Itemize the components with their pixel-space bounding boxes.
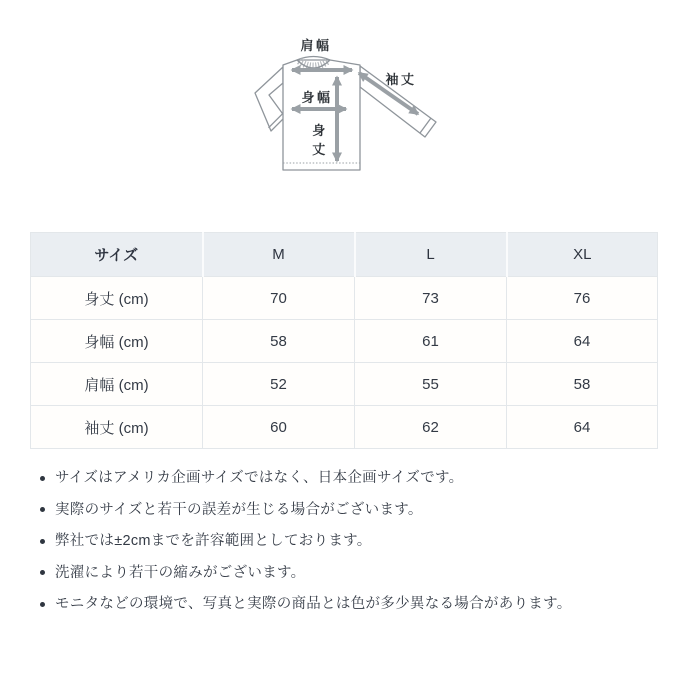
table-row-sleeve-length — [31, 406, 658, 449]
row-label-body-width: 身幅 (cm) — [31, 320, 203, 363]
sleeve-length-label: 袖丈 — [385, 72, 417, 87]
table-row-body-width — [31, 320, 658, 363]
cell-sleeve-length-xl: 64 — [507, 406, 658, 449]
shirt-measurement-diagram — [245, 35, 450, 177]
note-item-allowable-range: 弊社では±2cmまでを許容範囲としております。 — [38, 531, 648, 551]
note-item-size-tolerance: 実際のサイズと若干の誤差が生じる場合がございます。 — [38, 500, 648, 520]
cell-shoulder-width-m: 52 — [203, 363, 355, 406]
size-table-header-row — [31, 233, 658, 277]
cell-body-length-xl: 76 — [507, 277, 658, 320]
body-length-label-char1: 身 — [312, 123, 328, 138]
cell-body-length-l: 73 — [355, 277, 507, 320]
row-label-body-length: 身丈 (cm) — [31, 277, 203, 320]
cell-body-width-xl: 64 — [507, 320, 658, 363]
note-item-color-difference: モニタなどの環境で、写真と実際の商品とは色が多少異なる場合があります。 — [38, 594, 648, 614]
header-m: M — [203, 233, 355, 277]
cell-shoulder-width-xl: 58 — [507, 363, 658, 406]
cell-sleeve-length-l: 62 — [355, 406, 507, 449]
row-label-sleeve-length: 袖丈 (cm) — [31, 406, 203, 449]
cell-shoulder-width-l: 55 — [355, 363, 507, 406]
body-width-label: 身幅 — [301, 90, 333, 105]
cell-body-width-m: 58 — [203, 320, 355, 363]
notes-list — [38, 468, 648, 626]
table-row-body-length — [31, 277, 658, 320]
row-label-shoulder-width: 肩幅 (cm) — [31, 363, 203, 406]
note-item-shrinkage: 洗濯により若干の縮みがございます。 — [38, 563, 648, 583]
size-table — [30, 232, 658, 449]
cell-sleeve-length-m: 60 — [203, 406, 355, 449]
header-xl: XL — [507, 233, 658, 277]
header-l: L — [355, 233, 507, 277]
cell-body-width-l: 61 — [355, 320, 507, 363]
left-sleeve — [255, 67, 285, 131]
body-length-label-char2: 丈 — [312, 142, 328, 157]
shoulder-width-label: 肩幅 — [300, 38, 332, 53]
note-item-sizing-standard: サイズはアメリカ企画サイズではなく、日本企画サイズです。 — [38, 468, 648, 488]
cell-body-length-m: 70 — [203, 277, 355, 320]
table-row-shoulder-width — [31, 363, 658, 406]
header-size: サイズ — [31, 233, 203, 277]
